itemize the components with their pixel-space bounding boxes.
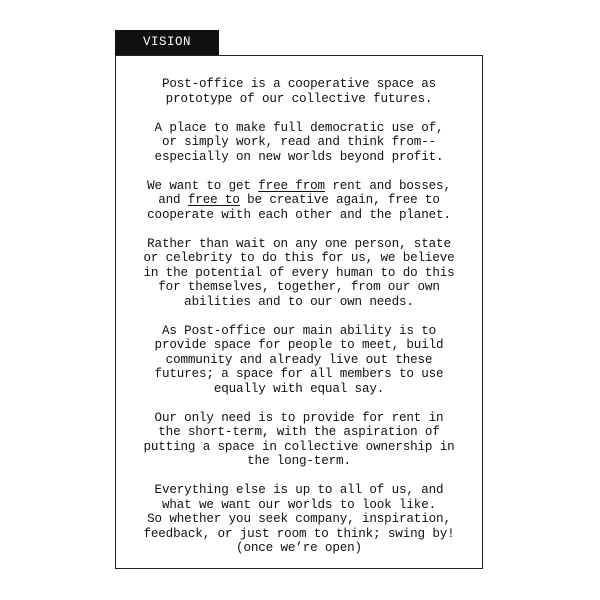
paragraph-invitation [116,483,482,556]
text-line: Post-office is a cooperative space as [161,77,437,91]
text-line: feedback, or just room to think; swing by! [143,526,455,541]
text-line: cooperate with each other and the planet. [147,207,451,222]
text-line: especially on new worlds beyond profit. [154,149,444,164]
text-line: abilities and to our own needs. [184,294,414,309]
text-fragment: be creative again, free to [239,193,440,207]
text-fragment: and [158,193,188,207]
vision-tab: VISION [115,30,219,55]
text-line: the short-term, with the aspiration of [158,425,440,439]
paragraph-need [116,411,482,469]
vision-text [116,77,482,570]
text-line: the long-term. [247,454,351,468]
text-line: equally with equal say. [213,381,385,396]
text-line: So whether you seek company, inspiration, [147,512,451,526]
text-line: prototype of our collective futures. [165,91,433,106]
underlined-phrase-free-from: free from [258,178,325,193]
text-line: Rather than wait on any one person, state [147,236,451,251]
vision-card [115,55,483,569]
text-line: or simply work, read and think from-- [161,135,437,149]
text-fragment: We want to get [147,178,259,193]
paragraph-freedom [116,179,482,223]
text-line: what we want our worlds to look like. [161,497,437,512]
text-line: Everything else is up to all of us, and [154,483,444,497]
text-line [116,193,482,208]
paragraph-place [116,121,482,165]
text-line [116,179,482,194]
text-fragment: rent and bosses, [324,178,451,193]
text-line: for themselves, together, from our own [158,280,440,294]
text-line: or celebrity to do this for us, we believe [143,251,455,265]
text-line: (once we’re open) [236,541,362,555]
text-line: provide space for people to meet, build [154,338,444,352]
paragraph-intro [116,77,482,106]
text-line: futures; a space for all members to use [154,367,444,381]
text-line: in the potential of every human to do this [143,265,455,280]
text-line: Our only need is to provide for rent in [154,410,444,425]
text-line: community and already live out these [165,352,433,367]
text-line: As Post-office our main ability is to [161,323,437,338]
underlined-phrase-free-to: free to [187,193,240,207]
text-line: putting a space in collective ownership in [143,439,455,454]
text-line: A place to make full democratic use of, [154,120,444,135]
paragraph-potential [116,237,482,310]
paragraph-ability [116,324,482,397]
